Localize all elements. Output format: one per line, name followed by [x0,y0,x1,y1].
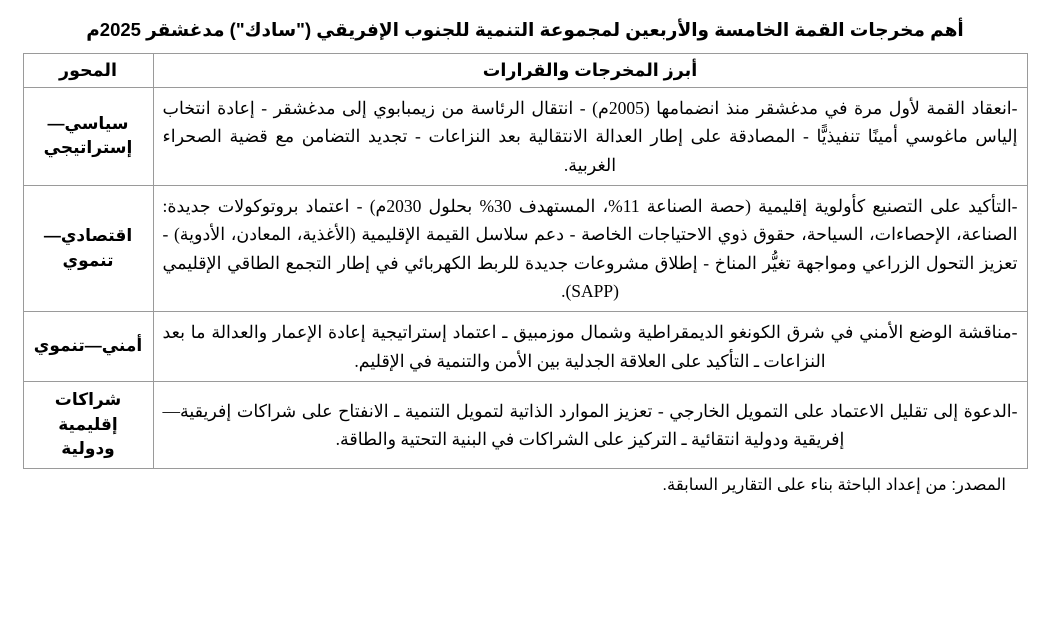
row-axis: شراكات إقليمية ودولية [23,382,153,469]
source-note: المصدر: من إعداد الباحثة بناء على التقارير السابقة. [662,475,1006,494]
row-axis: أمني—تنموي [23,312,153,382]
table-row [23,382,1027,469]
row-axis: سياسي—إستراتيجي [23,87,153,185]
column-header-axis: المحور [23,53,153,87]
row-outcomes: -انعقاد القمة لأول مرة في مدغشقر منذ انضمامها (2005م) - انتقال الرئاسة من زيمبابوي إلى مدغشقر - إعادة انتخاب إلياس ماغوسي أمينًا تنفيذيًّا - المصادقة على إطار العدالة الانتقالية بعد النزاعات - تجديد التضامن مع قضية الصحراء الغربية. [153,87,1027,185]
row-axis: اقتصادي—تنموي [23,186,153,312]
table-body [23,87,1027,468]
outcomes-table [23,53,1028,469]
table-row [23,87,1027,185]
column-header-outcomes: أبرز المخرجات والقرارات [153,53,1027,87]
table-row [23,186,1027,312]
table-row [23,312,1027,382]
row-outcomes: -مناقشة الوضع الأمني في شرق الكونغو الديمقراطية وشمال موزمبيق ـ اعتماد إستراتيجية إعادة الإعمار والعدالة ما بعد النزاعات ـ التأكيد على العلاقة الجدلية بين الأمن والتنمية في الإقليم. [153,312,1027,382]
page-title: أهم مخرجات القمة الخامسة والأربعين لمجموعة التنمية للجنوب الإفريقي ("سادك") مدغشقر 2025م [86,19,964,40]
table-header [23,53,1027,87]
row-outcomes: -التأكيد على التصنيع كأولوية إقليمية (حصة الصناعة 11%، المستهدف 30% بحلول 2030م) - اعتماد بروتوكولات جديدة: الصناعة، الإحصاءات، السياحة، حقوق ذوي الاحتياجات الخاصة - دعم سلاسل القيمة الإقليمية (الأغذية، المعادن، الأدوية) - تعزيز التحول الزراعي ومواجهة تغيُّر المناخ - إطلاق مشروعات جديدة للربط الكهربائي في إطار التجمع الطاقي الإقليمي (SAPP). [153,186,1027,312]
table-header-row [23,53,1027,87]
row-outcomes: -الدعوة إلى تقليل الاعتماد على التمويل الخارجي - تعزيز الموارد الذاتية لتمويل التنمية ـ الانفتاح على شراكات إفريقية—إفريقية ودولية انتقائية ـ التركيز على الشراكات في البنية التحتية والطاقة. [153,382,1027,469]
